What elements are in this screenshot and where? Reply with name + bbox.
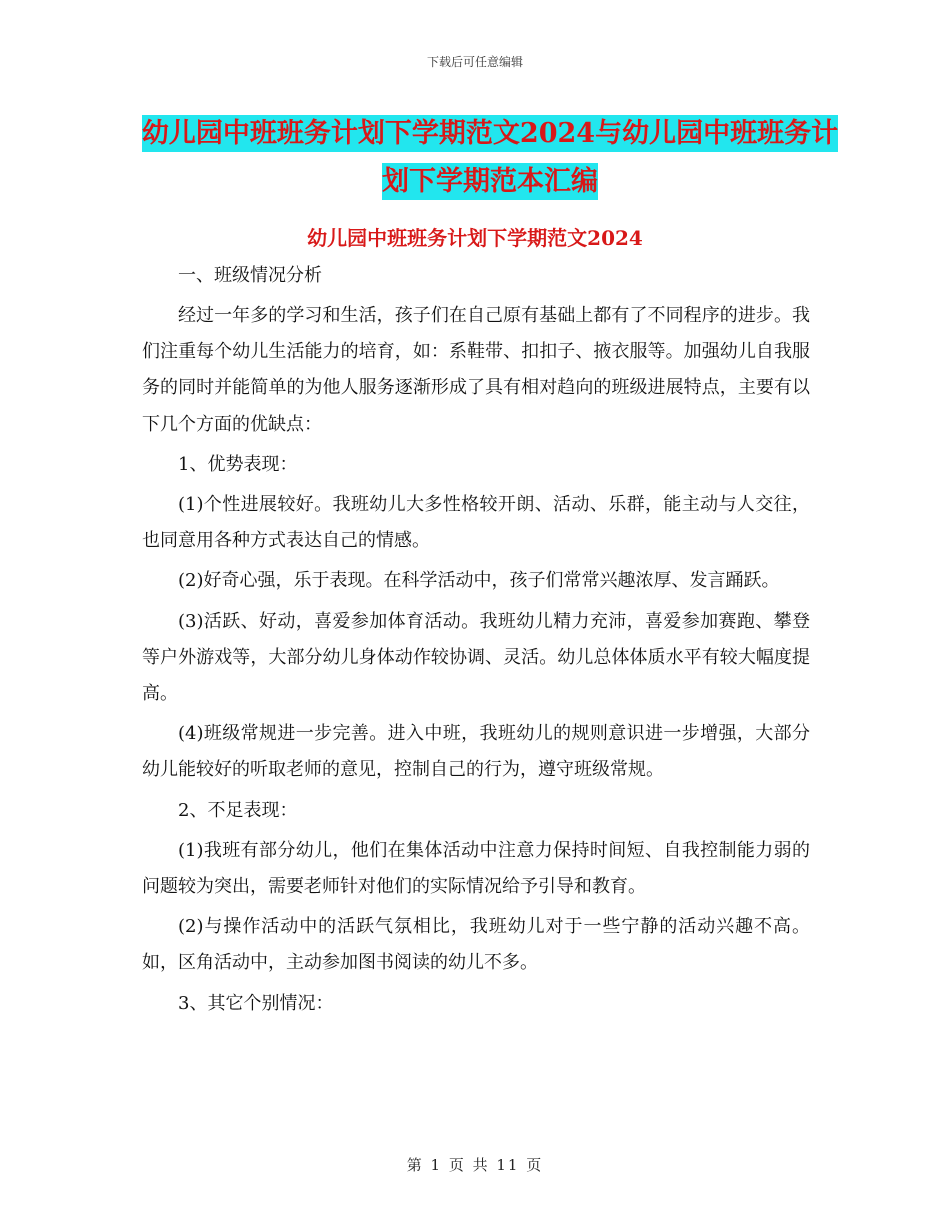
document-title [140, 110, 840, 206]
paragraph-strength-3: (3)活跃、好动，喜爱参加体育活动。我班幼儿精力充沛，喜爱参加赛跑、攀登等户外游戏等，大部分幼儿身体动作较协调、灵活。幼儿总体体质水平有较大幅度提高。 [142, 610, 810, 705]
paragraph-intro: 经过一年多的学习和生活，孩子们在自己原有基础上都有了不同程序的进步。我们注重每个幼儿生活能力的培育，如：系鞋带、扣扣子、掖衣服等。加强幼儿自我服务的同时并能简单的为他人服务逐渐形成了具有相对趋向的班级进展特点，主要有以下几个方面的优缺点： [142, 305, 810, 435]
paragraph-strengths-heading: 1、优势表现： [178, 453, 298, 475]
paragraph-weaknesses-heading: 2、不足表现： [178, 799, 298, 821]
paragraph-strength-4: (4)班级常规进一步完善。进入中班，我班幼儿的规则意识进一步增强，大部分幼儿能较好的听取老师的意见，控制自己的行为，遵守班级常规。 [142, 723, 810, 781]
section-title: 幼儿园中班班务计划下学期范文2024 [307, 226, 643, 250]
paragraph-other-heading: 3、其它个别情况： [178, 992, 334, 1014]
paragraph-weakness-2: (2)与操作活动中的活跃气氛相比，我班幼儿对于一些宁静的活动兴趣不高。如，区角活动中，主动参加图书阅读的幼儿不多。 [142, 916, 810, 974]
paragraph-strength-1: (1)个性进展较好。我班幼儿大多性格较开朗、活动、乐群，能主动与人交往，也同意用各种方式表达自己的情感。 [142, 494, 810, 552]
page-footer: 第 1 页 共 11 页 [406, 1156, 544, 1174]
paragraph-strength-2: (2)好奇心强，乐于表现。在科学活动中，孩子们常常兴趣浓厚、发言踊跃。 [178, 570, 780, 592]
header-note: 下载后可任意编辑 [426, 55, 523, 69]
document-title-highlight: 幼儿园中班班务计划下学期范文2024与幼儿园中班班务计划下学期范本汇编 [142, 115, 838, 200]
paragraph-weakness-1: (1)我班有部分幼儿，他们在集体活动中注意力保持时间短、自我控制能力弱的问题较为突出，需要老师针对他们的实际情况给予引导和教育。 [142, 839, 810, 898]
paragraph-heading-class-analysis: 一、班级情况分析 [178, 265, 322, 286]
document-body [142, 265, 810, 1022]
